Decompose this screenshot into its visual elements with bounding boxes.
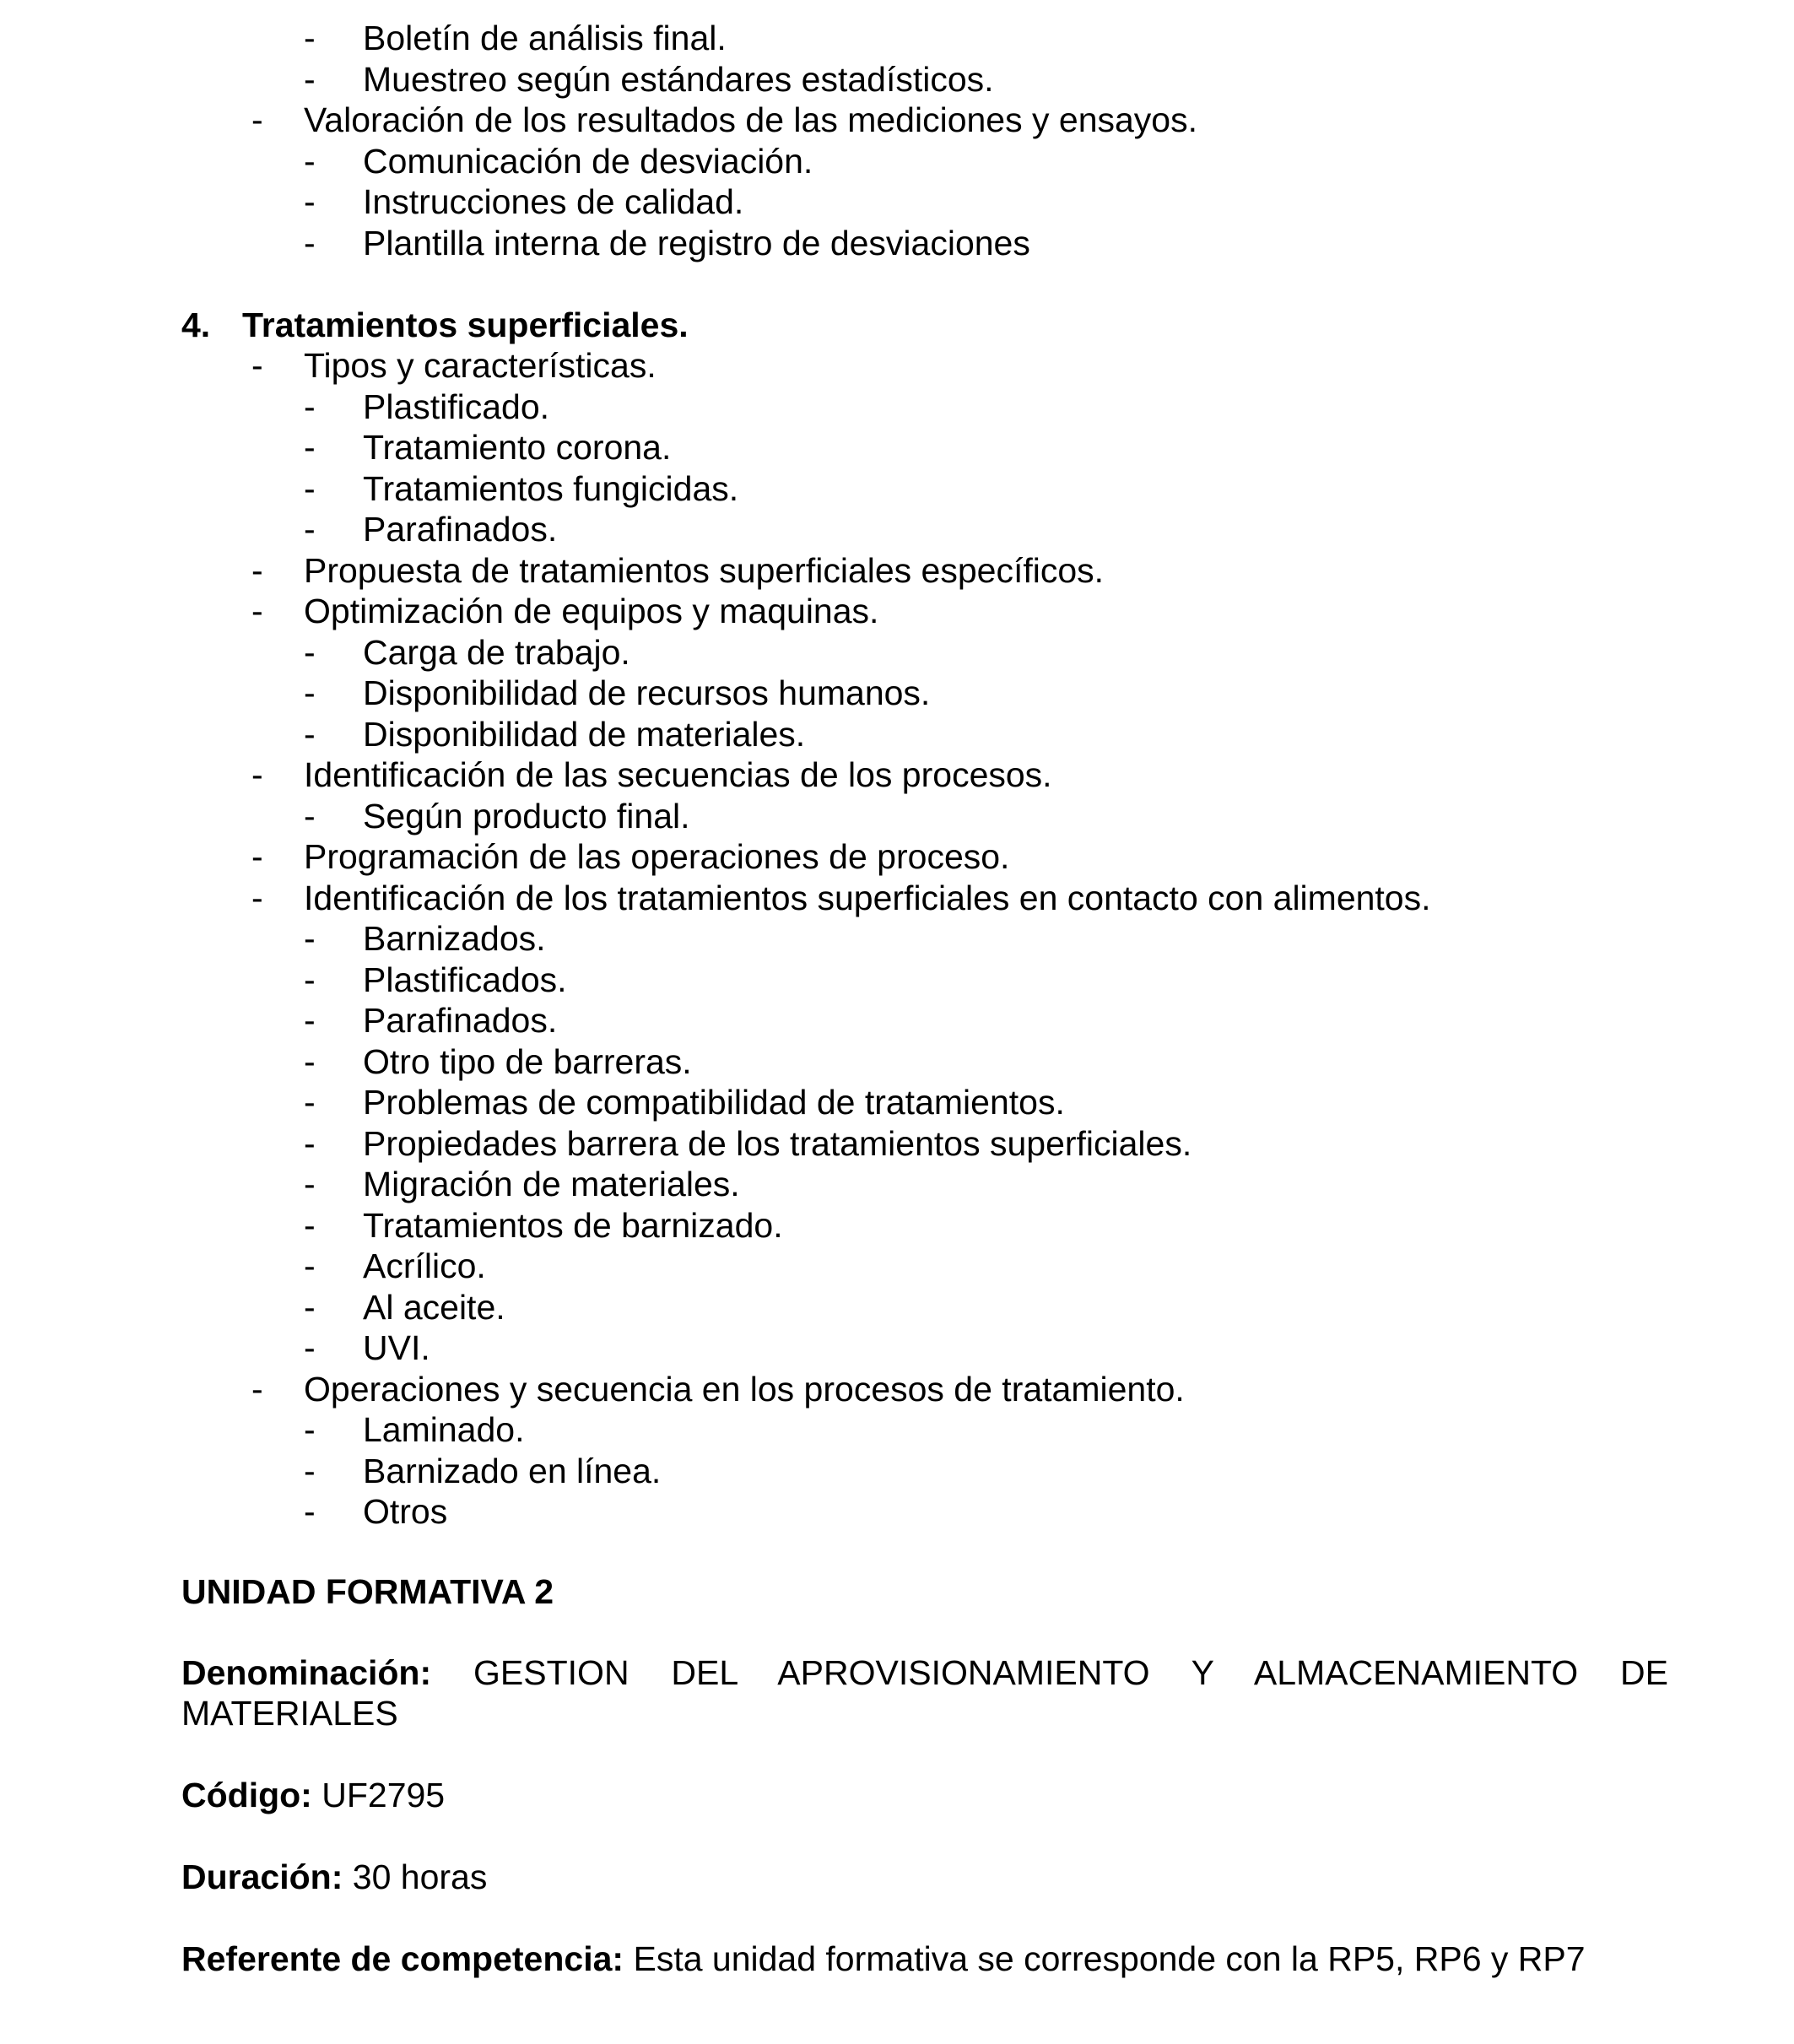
list-item-text: Según producto final. (363, 796, 690, 835)
list-item-text: Tratamientos de barnizado. (363, 1205, 783, 1245)
bullet-dash: - (251, 1369, 263, 1409)
bullet-dash: - (304, 1328, 316, 1367)
bullet-dash: - (251, 550, 263, 590)
denominacion-value: GESTION DEL APROVISIONAMIENTO Y ALMACENAMIENTO DE MATERIALES (181, 1653, 1668, 1733)
bullet-dash: - (251, 755, 263, 794)
referente-label: Referente de competencia: (181, 1939, 624, 1978)
list-item-text: Plastificados. (363, 960, 567, 999)
bullet-dash: - (304, 960, 316, 999)
list-item-text: Barnizados. (363, 919, 546, 958)
unit-heading: UNIDAD FORMATIVA 2 (181, 1572, 554, 1611)
bullet-dash: - (304, 1165, 316, 1203)
list-item-text: Boletín de análisis final. (363, 19, 727, 57)
denominacion-paragraph (181, 1652, 1668, 1733)
list-item-text: Instrucciones de calidad. (363, 182, 744, 221)
bullet-dash: - (304, 1205, 316, 1245)
codigo-label: Código: (181, 1776, 312, 1814)
codigo-value: UF2795 (322, 1776, 446, 1814)
list-item-text: Propuesta de tratamientos superficiales específicos. (304, 550, 1105, 590)
bullet-dash: - (304, 919, 316, 958)
bullet-dash: - (304, 1287, 316, 1327)
bullet-dash: - (304, 223, 316, 262)
list-item-text: Tratamiento corona. (363, 428, 672, 467)
list-item-text: Carga de trabajo. (363, 632, 630, 672)
bullet-dash: - (304, 1123, 316, 1163)
list-item-text: Parafinados. (363, 510, 558, 549)
bullet-dash: - (251, 346, 263, 385)
bullet-dash: - (251, 837, 263, 876)
list-item-text: Optimización de equipos y maquinas. (304, 592, 879, 630)
list-item-text: Parafinados. (363, 1001, 558, 1040)
bullet-dash: - (304, 387, 316, 426)
bullet-dash: - (304, 632, 316, 672)
bullet-dash: - (304, 1410, 316, 1449)
list-item-text: Disponibilidad de materiales. (363, 714, 806, 754)
list-item-text: Disponibilidad de recursos humanos. (363, 673, 931, 712)
list-item-text: Tipos y características. (304, 346, 657, 385)
bullet-dash: - (304, 1041, 316, 1081)
bullet-dash: - (304, 59, 316, 99)
list-item-text: Propiedades barrera de los tratamientos superficiales. (363, 1123, 1192, 1163)
list-item-text: Programación de las operaciones de proceso. (304, 837, 1010, 876)
list-item-text: Al aceite. (363, 1287, 505, 1327)
bullet-dash: - (304, 1246, 316, 1285)
bullet-dash: - (304, 796, 316, 835)
bullet-dash: - (251, 592, 263, 630)
list-item-text: Acrílico. (363, 1246, 486, 1285)
bullet-dash: - (304, 141, 316, 181)
list-item-text: Plastificado. (363, 387, 550, 426)
list-item-text: Problemas de compatibilidad de tratamientos. (363, 1083, 1065, 1122)
bullet-dash: - (304, 510, 316, 549)
bullet-dash: - (304, 19, 316, 57)
section-title: Tratamientos superficiales. (242, 306, 689, 344)
section-number: 4. (181, 306, 211, 344)
bullet-dash: - (304, 428, 316, 467)
list-item-text: Otro tipo de barreras. (363, 1041, 692, 1081)
bullet-dash: - (304, 468, 316, 508)
list-item-text: Comunicación de desviación. (363, 141, 813, 181)
duracion-label: Duración: (181, 1857, 343, 1896)
list-item-text: Plantilla interna de registro de desviaciones (363, 223, 1030, 262)
bullet-dash: - (304, 714, 316, 754)
list-item-text: Identificación de los tratamientos superficiales en contacto con alimentos. (304, 878, 1431, 917)
list-item-text: UVI. (363, 1328, 430, 1367)
denominacion-label: Denominación: (181, 1653, 432, 1692)
duracion-value: 30 horas (352, 1857, 488, 1896)
referente-paragraph (181, 1939, 1668, 1979)
list-item-text: Laminado. (363, 1410, 525, 1449)
duracion-paragraph (181, 1857, 487, 1897)
bullet-dash: - (304, 673, 316, 712)
list-item-text: Identificación de las secuencias de los procesos. (304, 755, 1052, 794)
bullet-dash: - (304, 1451, 316, 1490)
list-item-text: Valoración de los resultados de las mediciones y ensayos. (304, 100, 1197, 139)
bullet-dash: - (251, 878, 263, 917)
bullet-dash: - (304, 1492, 316, 1531)
list-item-text: Muestreo según estándares estadísticos. (363, 59, 994, 99)
list-item-text: Barnizado en línea. (363, 1451, 662, 1490)
list-item-text: Otros (363, 1492, 448, 1531)
bullet-dash: - (251, 100, 263, 139)
list-item-text: Tratamientos fungicidas. (363, 468, 739, 508)
referente-value: Esta unidad formativa se corresponde con la RP5, RP6 y RP7 (633, 1939, 1586, 1978)
bullet-dash: - (304, 182, 316, 221)
list-item-text: Migración de materiales. (363, 1165, 740, 1203)
bullet-dash: - (304, 1001, 316, 1040)
list-item-text: Operaciones y secuencia en los procesos de tratamiento. (304, 1369, 1185, 1409)
bullet-dash: - (304, 1083, 316, 1122)
codigo-paragraph (181, 1775, 445, 1815)
